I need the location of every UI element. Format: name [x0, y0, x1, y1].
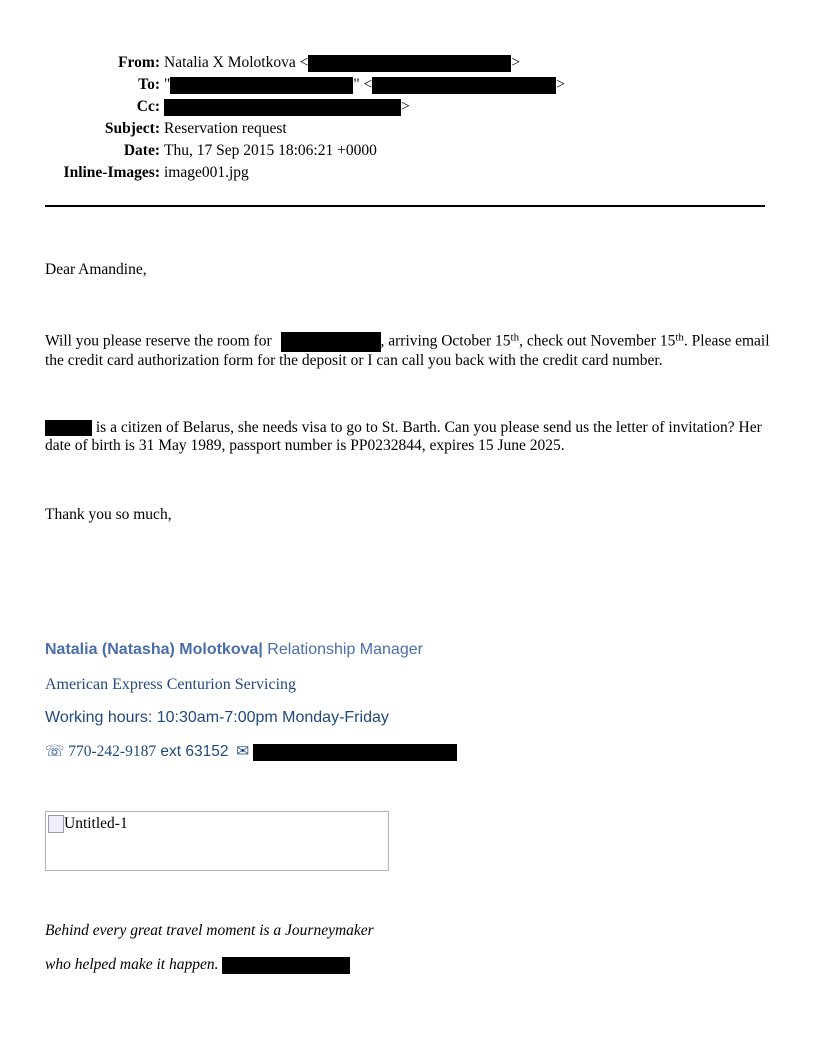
- to-value: " " < >: [164, 76, 566, 93]
- reservation-paragraph: Will you please reserve the room for , arriving October 15th, check out November 15th. Please email the credit card authorization form for the deposit or I can call you back with the credit card number.: [45, 331, 770, 369]
- redacted-email: [253, 744, 457, 761]
- signature-phone: 770-242-9187: [64, 743, 157, 760]
- subject-row: [0, 119, 816, 139]
- to-row: [0, 75, 816, 95]
- redacted-email: [372, 77, 556, 94]
- phone-icon: ☏: [45, 743, 65, 760]
- redacted-email: [164, 99, 401, 116]
- redacted-guest-name: [45, 420, 92, 436]
- signature-ext: ext 63152: [156, 743, 229, 760]
- mail-icon: ✉: [236, 743, 250, 760]
- cc-row: [0, 97, 816, 117]
- from-label: From:: [118, 54, 160, 71]
- greeting: Dear Amandine,: [45, 261, 147, 278]
- inline-images-row: [0, 163, 816, 183]
- closing: Thank you so much,: [45, 506, 172, 523]
- redacted-guest-name: [281, 332, 381, 352]
- signature-contact-line: [45, 742, 457, 762]
- date-label: Date:: [123, 142, 160, 159]
- redacted-name: [170, 77, 353, 94]
- tagline-line-1: Behind every great travel moment is a Journeymaker: [45, 922, 374, 939]
- header-divider: [45, 205, 765, 207]
- signature-name: Natalia (Natasha) Molotkova|: [45, 641, 263, 658]
- signature-hours: Working hours: 10:30am-7:00pm Monday-Friday: [45, 709, 389, 726]
- subject-label: Subject:: [104, 120, 160, 137]
- from-row: [0, 53, 816, 73]
- inline-images-label: Inline-Images:: [63, 164, 160, 181]
- visa-paragraph: is a citizen of Belarus, she needs visa to go to St. Barth. Can you please send us the letter of invitation? Her date of birth is 31 May 1989, passport number is PP0232844, expires 15 June 2025.: [45, 419, 762, 454]
- subject-value: Reservation request: [164, 120, 287, 137]
- cc-value: >: [164, 97, 410, 117]
- from-value: Natalia X Molotkova < >: [164, 54, 521, 71]
- inline-images-value: image001.jpg: [164, 164, 249, 181]
- signature-company: American Express Centurion Servicing: [45, 676, 297, 693]
- signature-role: Relationship Manager: [262, 641, 423, 658]
- cc-label: Cc:: [136, 98, 160, 115]
- signature-name-line: [45, 640, 423, 660]
- redacted-email: [308, 55, 511, 72]
- broken-image-placeholder: [45, 811, 389, 871]
- redacted-text: [222, 957, 350, 974]
- image-alt-text: Untitled-1: [64, 815, 128, 832]
- date-value: Thu, 17 Sep 2015 18:06:21 +0000: [164, 142, 377, 159]
- to-label: To:: [138, 76, 160, 93]
- date-row: [0, 141, 816, 161]
- tagline-line-2: who helped make it happen.: [45, 955, 350, 975]
- broken-image-icon: [48, 815, 64, 833]
